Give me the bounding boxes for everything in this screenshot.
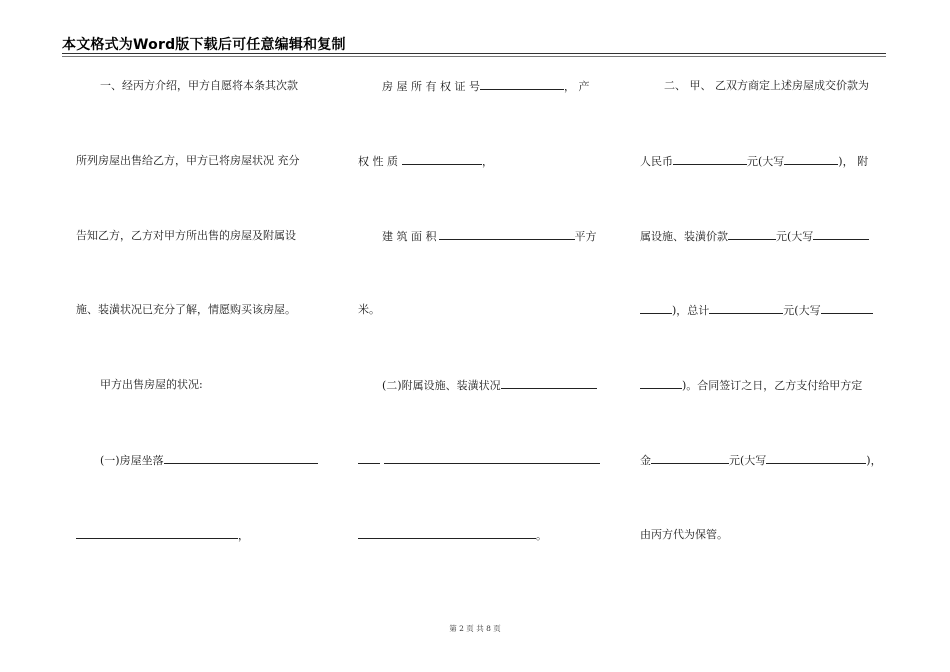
property-nature-label: 权 性 质 <box>358 155 398 168</box>
col2-line-7-punct: 。 <box>536 529 547 542</box>
facilities-blank-3 <box>358 528 536 539</box>
col2-line-1-tail: ， 产 <box>563 80 590 93</box>
page-number: 第 2 页 共 8 页 <box>449 624 501 633</box>
col3-line-3 <box>640 229 869 244</box>
col2-line-7 <box>358 528 547 543</box>
deposit-label: 金 <box>640 454 651 467</box>
facilities-price-label: 属设施、装潢价款 <box>640 230 728 243</box>
col3-line-2-tail: )， 附 <box>838 155 869 168</box>
location-label: (一)房屋坐落 <box>100 454 164 467</box>
total-capital-blank-2 <box>640 378 682 389</box>
col2-line-4: 米。 <box>358 303 380 316</box>
deposit-text: )。合同签订之日，乙方支付给甲方定 <box>682 379 863 392</box>
col2-line-2 <box>358 154 493 169</box>
col3-line-6-tail: )， <box>866 454 882 467</box>
col1-line-5: 甲方出售房屋的状况: <box>100 378 203 391</box>
col1-line-7 <box>76 528 249 543</box>
facilities-capital-blank-2 <box>640 303 672 314</box>
header-divider <box>62 53 886 54</box>
facilities-label: (二)附属设施、装潢状况 <box>382 379 501 392</box>
price-amount-blank <box>673 154 747 165</box>
col2-line-2-tail: ， <box>482 155 493 168</box>
deposit-capital-label: 元(大写 <box>729 454 767 467</box>
price-capital-label: 元(大写 <box>747 155 785 168</box>
total-capital-blank <box>821 303 873 314</box>
floor-area-blank <box>439 229 575 240</box>
col3-line-7: 由丙方代为保管。 <box>640 528 728 541</box>
col1-line-2: 所列房屋出售给乙方，甲方已将房屋状况 充分 <box>76 154 300 167</box>
facilities-capital-label: 元(大写 <box>776 230 814 243</box>
col3-line-6 <box>640 453 882 468</box>
total-capital-label: 元(大写 <box>783 304 821 317</box>
facilities-blank <box>501 378 597 389</box>
col3-line-2 <box>640 154 868 169</box>
col2-line-5 <box>382 378 597 393</box>
col3-line-1: 二、 甲、 乙双方商定上述房屋成交价款为 <box>664 79 869 92</box>
facilities-blank-2b <box>384 453 600 464</box>
col1-line-1: 一、经丙方介绍，甲方自愿将本条其次款 <box>100 79 298 92</box>
deposit-amount-blank <box>651 453 729 464</box>
rmb-label: 人民币 <box>640 155 673 168</box>
col2-line-3-tail: 平方 <box>574 230 597 243</box>
col2-line-1 <box>382 79 589 94</box>
col2-line-6 <box>358 453 600 468</box>
certificate-number-label: 房 屋 所 有 权 证 号 <box>382 80 480 93</box>
col3-line-4 <box>640 303 873 318</box>
col1-line-6 <box>100 453 318 468</box>
location-blank <box>164 453 318 464</box>
floor-area-label: 建 筑 面 积 <box>382 230 437 243</box>
col2-line-3 <box>382 229 597 244</box>
facilities-price-blank <box>728 229 776 240</box>
total-amount-blank <box>709 303 783 314</box>
property-nature-blank <box>402 154 482 165</box>
col1-line-4: 施、装潢状况已充分了解，情愿购买该房屋。 <box>76 303 296 316</box>
header-divider-thin <box>62 56 886 57</box>
facilities-blank-2a <box>358 453 380 464</box>
price-capital-blank <box>784 154 838 165</box>
total-label: )，总计 <box>672 304 710 317</box>
location-blank-continued <box>76 528 238 539</box>
facilities-capital-blank <box>813 229 869 240</box>
col1-line-7-punct: ， <box>238 529 249 542</box>
deposit-capital-blank <box>766 453 866 464</box>
col3-line-5 <box>640 378 862 393</box>
col1-line-3: 告知乙方，乙方对甲方所出售的房屋及附属设 <box>76 229 296 242</box>
document-header-title: 本文格式为Word版下载后可任意编辑和复制 <box>62 37 346 53</box>
certificate-number-blank <box>480 79 564 90</box>
